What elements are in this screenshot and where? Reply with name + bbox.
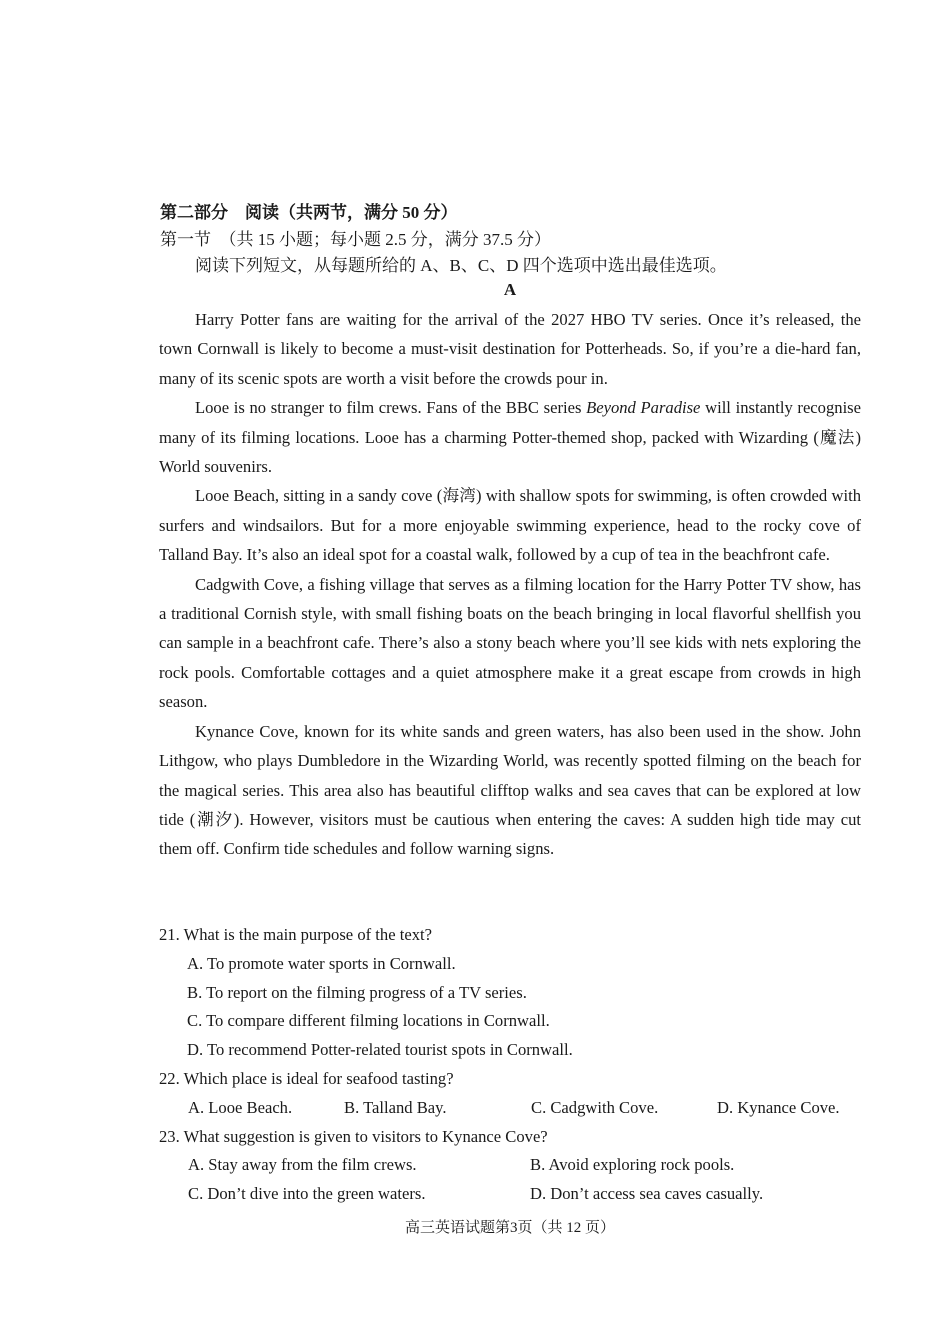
question-21-option-a: A. To promote water sports in Cornwall. (187, 953, 456, 973)
question-22-option-b: B. Talland Bay. (344, 1097, 447, 1117)
question-21-option-c: C. To compare different filming locations in Cornwall. (187, 1011, 550, 1031)
question-21-option-b: B. To report on the filming progress of a TV series. (187, 982, 527, 1002)
question-22-stem: 22. Which place is ideal for seafood tasting? (159, 1068, 454, 1088)
question-23-option-c: C. Don’t dive into the green waters. (188, 1184, 426, 1204)
questions (159, 921, 879, 1209)
question-22-option-d: D. Kynance Cove. (717, 1097, 840, 1117)
question-23-option-a: A. Stay away from the film crews. (188, 1155, 417, 1175)
passage-paragraph: Cadgwith Cove, a fishing village that serves as a filming location for the Harry Potter TV show, has a traditional Cornish style, with small fishing boats on the beach bringing in local flavorful shellfish you can sample in a beachfront cafe. There’s also a stony beach where you’ll see kids with nets exploring the rock pools. Comfortable cottages and a quiet atmosphere make it a great escape from crowds in high season. (159, 574, 861, 712)
question-23-options-row1 (159, 1151, 879, 1180)
question-22-option-c: C. Cadgwith Cove. (531, 1097, 659, 1117)
passage-paragraph: Looe is no stranger to film crews. Fans of the BBC series Beyond Paradise will instantly recognise many of its filming locations. Looe has a charming Potter-themed shop, packed with Wizarding (魔法) World souvenirs. (159, 398, 861, 477)
instruction: 阅读下列短文，从每题所给的 A、B、C、D 四个选项中选出最佳选项。 (195, 256, 727, 275)
question-23-options-row2 (159, 1180, 879, 1209)
question-21-stem: 21. What is the main purpose of the text? (159, 925, 432, 944)
passage-paragraph: Looe Beach, sitting in a sandy cove (海湾) with shallow spots for swimming, is often crowded with surfers and windsailors. But for a more enjoyable swimming experience, head to the rocky cove of Talland Bay. It’s also an ideal spot for a coastal walk, followed by a cup of tea in the beachfront cafe. (159, 486, 861, 565)
passage (159, 305, 861, 864)
question-22-options (159, 1094, 879, 1123)
section-subheading: 第一节 （共 15 小题；每小题 2.5 分，满分 37.5 分） (160, 230, 551, 249)
question-23-option-d: D. Don’t access sea caves casually. (530, 1184, 764, 1204)
question-23-option-b: B. Avoid exploring rock pools. (530, 1155, 735, 1175)
section-heading: 第二部分 阅读（共两节，满分 50 分） (160, 203, 458, 222)
question-22-option-a: A. Looe Beach. (188, 1097, 293, 1117)
question-21-option-d: D. To recommend Potter-related tourist spots in Cornwall. (187, 1040, 573, 1060)
passage-paragraph: Kynance Cove, known for its white sands and green waters, has also been used in the show. John Lithgow, who plays Dumbledore in the Wizarding World, was recently spotted filming on the beach for the magical series. This area also has beautiful clifftop walks and sea caves that can be explored at low tide (潮汐). However, visitors must be cautious when entering the caves: A sudden high tide may cut them off. Confirm tide schedules and follow warning signs. (159, 721, 861, 859)
passage-paragraph: Harry Potter fans are waiting for the arrival of the 2027 HBO TV series. Once it’s released, the town Cornwall is likely to become a must-visit destination for Potterheads. So, if you’re a die-hard fan, many of its scenic spots are worth a visit before the crowds pour in. (159, 310, 861, 388)
page-footer: 高三英语试题第3页（共 12 页） (404, 1220, 615, 1236)
passage-title: A (503, 280, 517, 299)
question-23-stem: 23. What suggestion is given to visitors to Kynance Cove? (159, 1126, 548, 1146)
